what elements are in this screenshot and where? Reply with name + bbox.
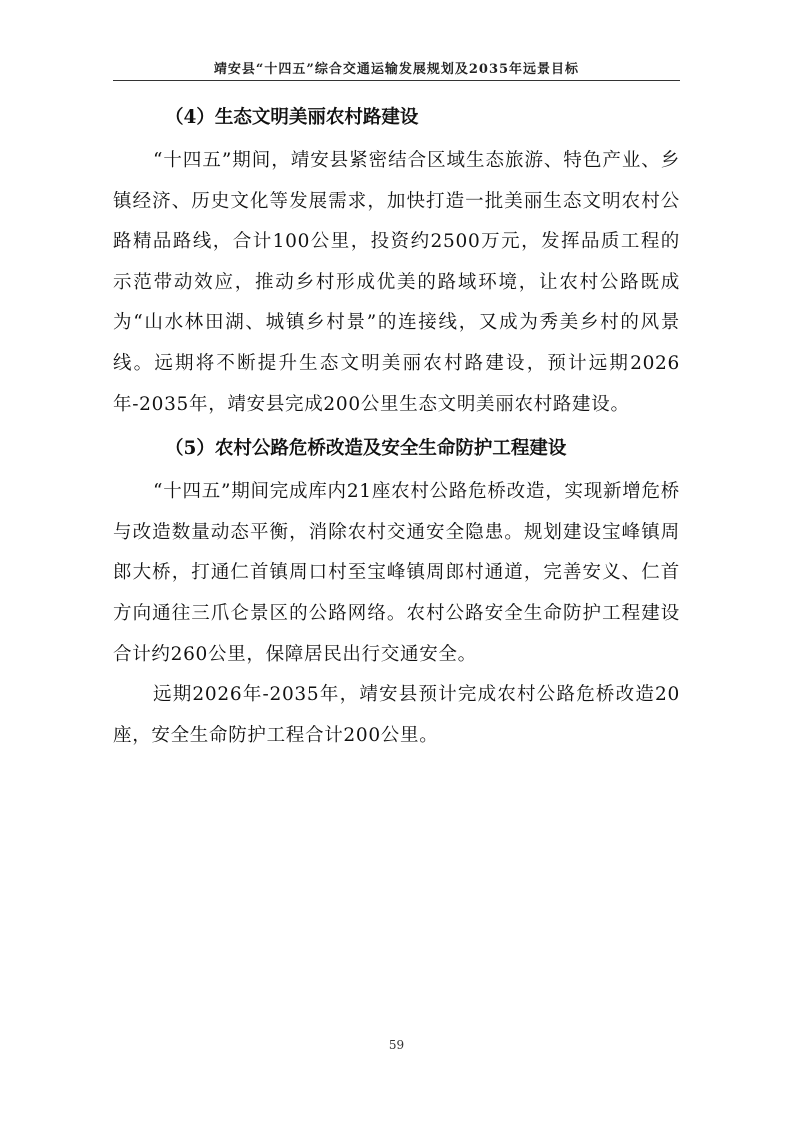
page-number: 59: [388, 1038, 405, 1052]
page-body: [113, 96, 680, 756]
paragraph-bridge-renovation: “十四五”期间完成库内21座农村公路危桥改造，实现新增危桥与改造数量动态平衡，消除农村交通安全隐患。规划建设宝峰镇周郎大桥，打通仁首镇周口村至宝峰镇周郎村通道，完善安义、仁首方向通往三爪仑景区的公路网络。农村公路安全生命防护工程建设合计约260公里，保障居民出行交通安全。: [113, 481, 680, 665]
section-heading-4: （4）生态文明美丽农村路建设: [165, 107, 419, 128]
header-divider: [113, 80, 680, 81]
paragraph-ecological-roads: “十四五”期间，靖安县紧密结合区域生态旅游、特色产业、乡镇经济、历史文化等发展需求，加快打造一批美丽生态文明农村公路精品路线，合计100公里，投资约2500万元，发挥品质工程的示范带动效应，推动乡村形成优美的路域环境，让农村公路既成为“山水林田湖、城镇乡村景”的连接线，又成为秀美乡村的风景线。远期将不断提升生态文明美丽农村路建设，预计远期2026年-2035年，靖安县完成200公里生态文明美丽农村路建设。: [113, 150, 680, 415]
running-header: 靖安县“十四五”综合交通运输发展规划及2035年远景目标: [213, 62, 580, 77]
section-heading-5: （5）农村公路危桥改造及安全生命防护工程建设: [165, 438, 567, 460]
paragraph-long-term-goal: 远期2026年-2035年，靖安县预计完成农村公路危桥改造20座，安全生命防护工程合计200公里。: [113, 684, 680, 746]
